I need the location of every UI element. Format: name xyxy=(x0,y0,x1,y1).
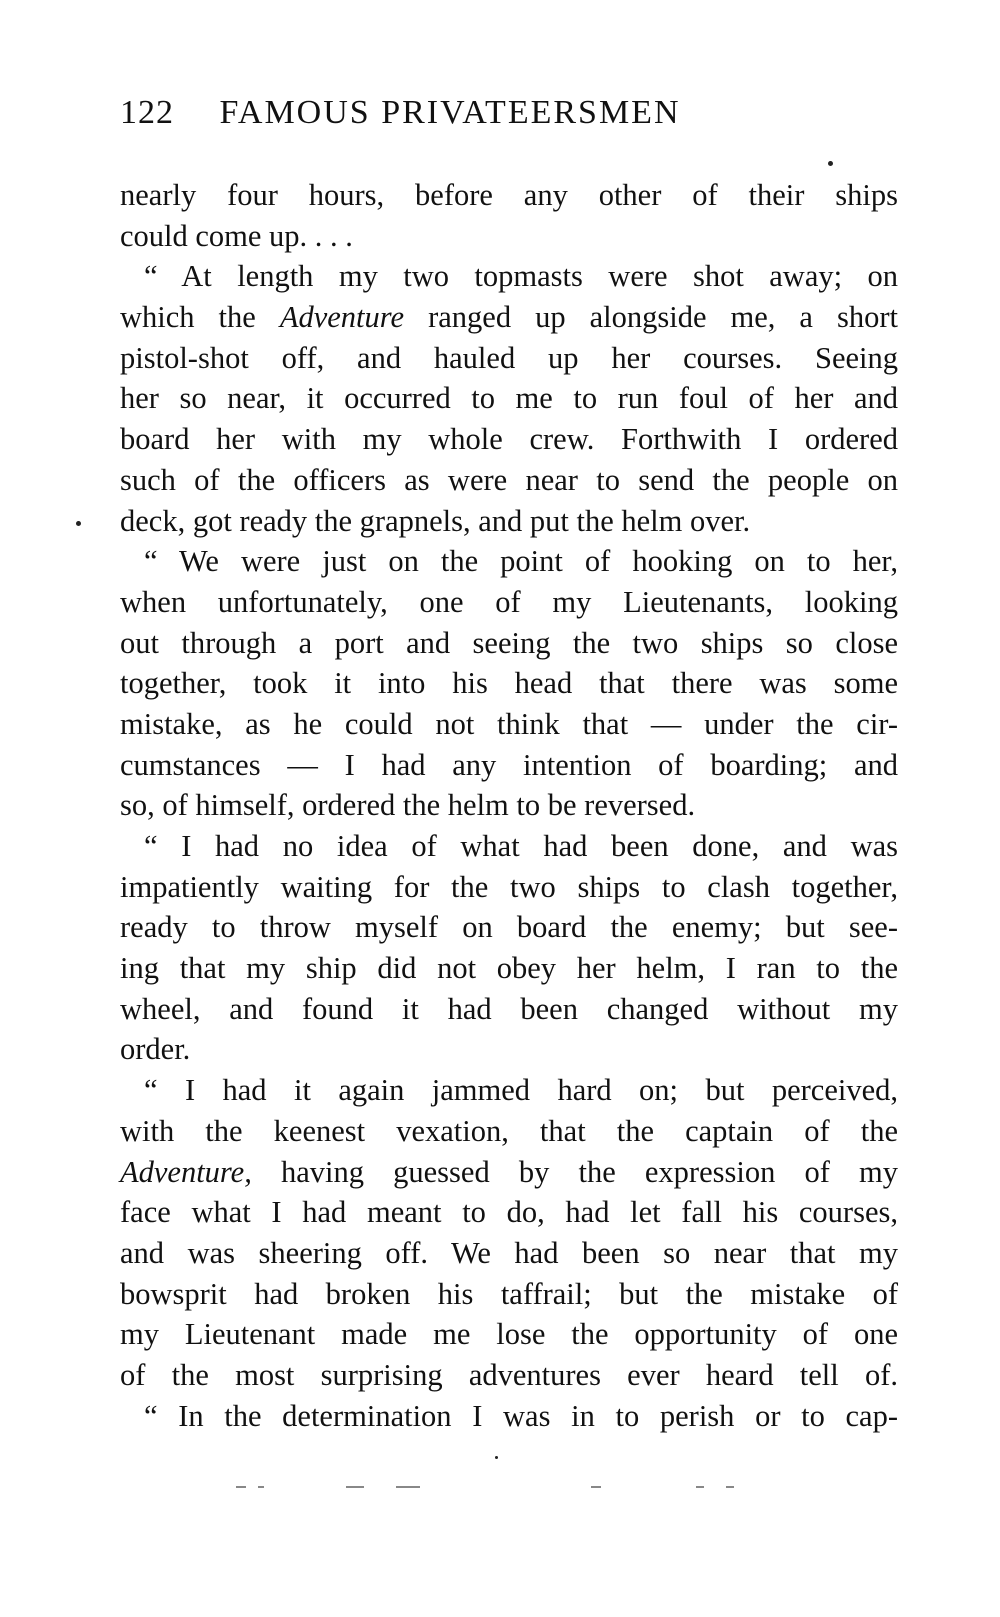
text-line: and was sheering off. We had been so near that my xyxy=(120,1235,898,1270)
text-segment: which the xyxy=(120,300,280,335)
text-line: board her with my whole crew. Forthwith I ordered xyxy=(120,422,898,457)
ship-name-italic: Adventure, xyxy=(120,1154,252,1189)
text-line: of the most surprising adventures ever heard tell of. xyxy=(120,1357,898,1392)
text-segment: having guessed by the expression of my xyxy=(251,1154,898,1189)
text-line: “ I had it again jammed hard on; but perceived, xyxy=(144,1073,898,1108)
text-line: deck, got ready the grapnels, and put the helm over. xyxy=(120,503,751,538)
text-line: out through a port and seeing the two ships so close xyxy=(120,625,898,660)
text-line xyxy=(120,1152,898,1193)
text-line: ready to throw myself on board the enemy; but see- xyxy=(120,910,898,945)
text-line: cumstances — I had any intention of boarding; and xyxy=(120,747,898,782)
text-line: impatiently waiting for the two ships to clash together, xyxy=(120,869,898,904)
text-line: “ We were just on the point of hooking on to her, xyxy=(144,544,898,579)
text-line: nearly four hours, before any other of their ships xyxy=(120,178,898,212)
text-line: with the keenest vexation, that the captain of the xyxy=(120,1113,898,1148)
bottom-print-marks xyxy=(236,1486,736,1490)
text-line: so, of himself, ordered the helm to be reversed. xyxy=(120,788,696,823)
body-text xyxy=(120,175,898,1436)
print-speck xyxy=(76,521,81,526)
text-line: wheel, and found it had been changed without my xyxy=(120,991,898,1026)
text-line: face what I had meant to do, had let fall his courses, xyxy=(120,1195,898,1230)
text-line: ing that my ship did not obey her helm, I ran to the xyxy=(120,951,898,986)
print-speck xyxy=(495,1456,498,1459)
print-speck xyxy=(828,161,833,166)
text-line: my Lieutenant made me lose the opportunity of one xyxy=(120,1317,898,1352)
text-segment: ranged up alongside me, a short xyxy=(404,300,898,335)
text-line: her so near, it occurred to me to run foul of her and xyxy=(120,381,898,416)
running-header xyxy=(120,94,910,144)
text-line: “ I had no idea of what had been done, and was xyxy=(144,829,898,863)
text-line: bowsprit had broken his taffrail; but the mistake of xyxy=(120,1276,898,1311)
text-line: order. xyxy=(120,1032,191,1067)
page-number: 122 xyxy=(120,94,174,131)
text-line: pistol-shot off, and hauled up her courses. Seeing xyxy=(120,340,898,375)
text-line: when unfortunately, one of my Lieutenants, looking xyxy=(120,584,898,619)
text-line xyxy=(120,297,898,338)
text-line: such of the officers as were near to send the people on xyxy=(120,462,898,497)
text-line: “ At length my two topmasts were shot away; on xyxy=(144,259,898,294)
text-line: could come up. . . . xyxy=(120,218,353,253)
running-title: FAMOUS PRIVATEERSMEN xyxy=(219,94,681,131)
ship-name-italic: Adventure xyxy=(279,300,405,335)
text-line: mistake, as he could not think that — under the cir- xyxy=(120,706,898,741)
text-line: together, took it into his head that there was some xyxy=(120,666,898,701)
text-line: “ In the determination I was in to perish or to cap- xyxy=(144,1398,898,1433)
